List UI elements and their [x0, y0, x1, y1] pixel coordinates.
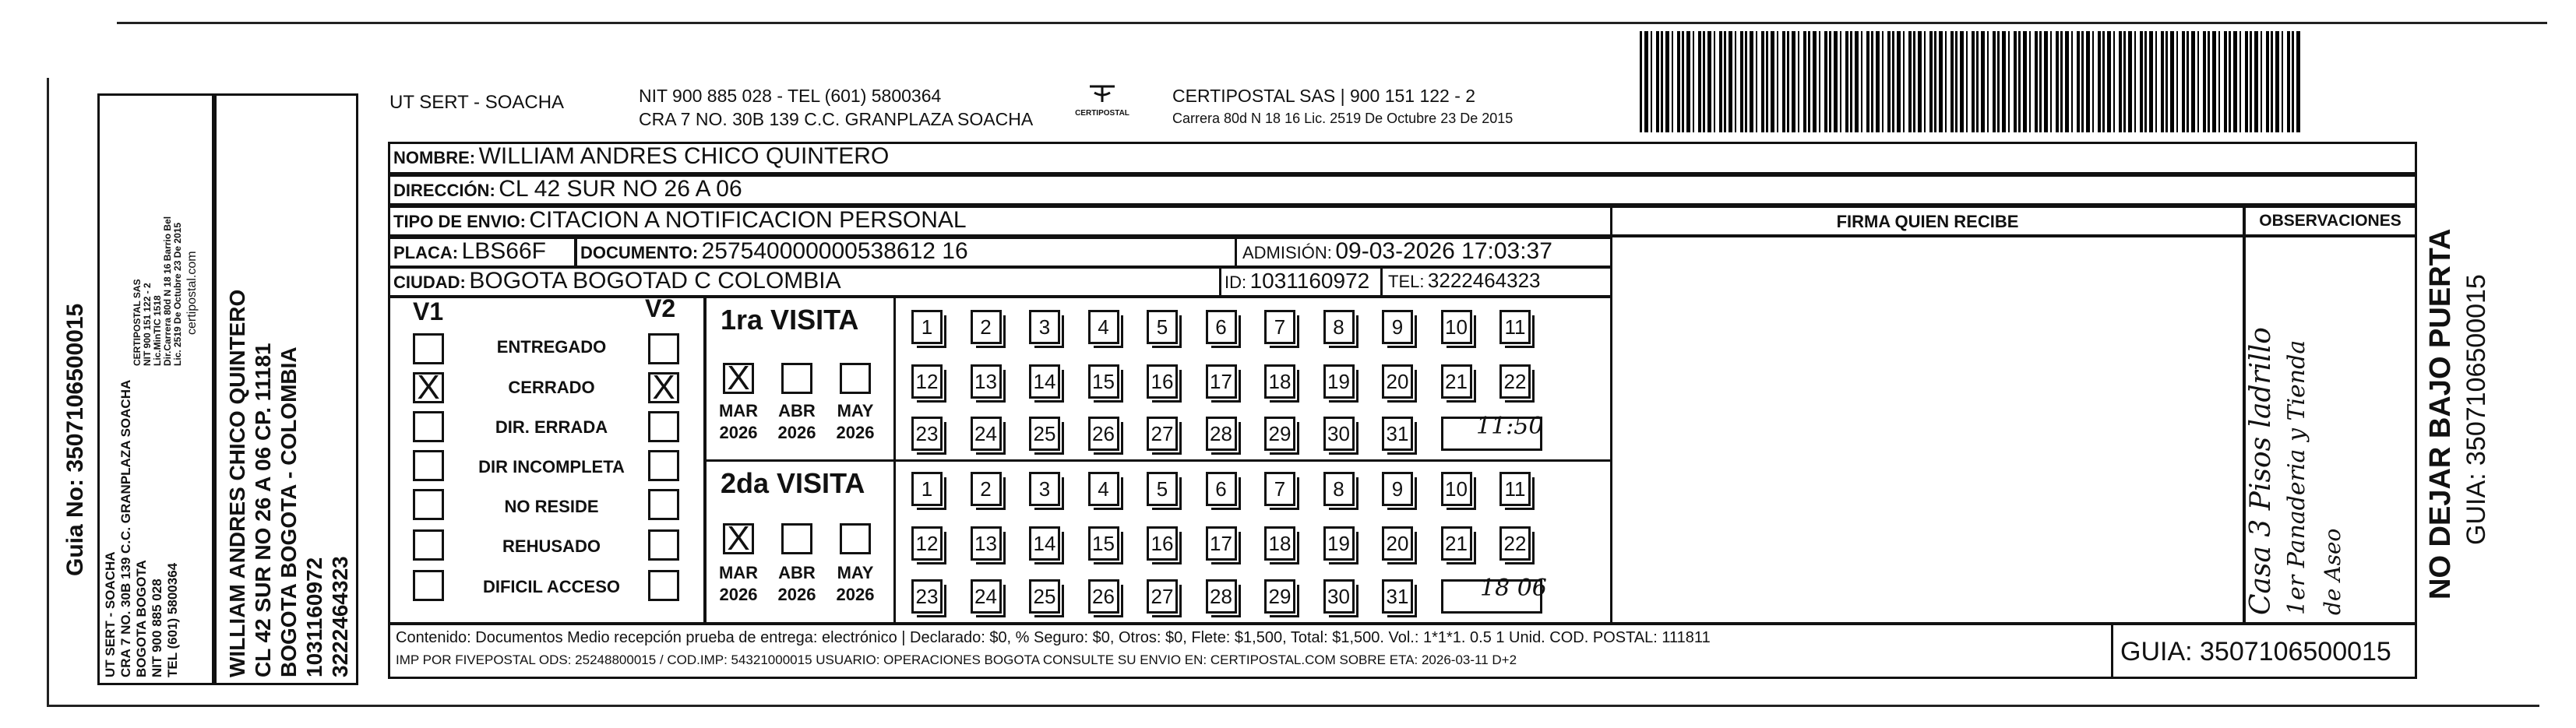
- certipostal-logo-icon: [1087, 82, 1118, 105]
- documento-field: [580, 238, 968, 265]
- placa-field: [393, 238, 546, 265]
- ciudad-value: BOGOTA BOGOTAD C COLOMBIA: [469, 268, 841, 294]
- tipo-value: CITACION A NOTIFICACION PERSONAL: [529, 207, 967, 233]
- obs-label: OBSERVACIONES: [2259, 212, 2402, 230]
- stub-carrier-line: Dir.Carrera 80d N 18 16 Barrio Bel: [162, 216, 173, 366]
- paper-bottom-edge: [47, 705, 2539, 707]
- first-visit-day[interactable]: 3: [1029, 310, 1060, 344]
- option-dir-incompleta: DIR INCOMPLETA: [478, 457, 625, 477]
- stub-sender-line: BOGOTA BOGOTA: [134, 560, 149, 677]
- firma-area: [1610, 235, 2245, 624]
- second-month-mar: [711, 562, 766, 606]
- second-visit-day[interactable]: 16: [1147, 526, 1178, 561]
- first-visit-day[interactable]: 31: [1382, 417, 1413, 451]
- second-visit-day[interactable]: 2: [971, 472, 1002, 506]
- first-visit-day[interactable]: 19: [1323, 364, 1355, 399]
- stub-sender-line: CRA 7 NO. 30B 139 C.C. GRANPLAZA SOACHA: [118, 379, 133, 677]
- first-visit-day[interactable]: 5: [1147, 310, 1178, 344]
- first-visit-day[interactable]: 7: [1264, 310, 1295, 344]
- option-cerrado: CERRADO: [508, 378, 595, 397]
- month-year: 2026: [719, 585, 758, 604]
- sender-nit: NIT 900 885 028 - TEL (601) 5800364: [639, 86, 942, 106]
- second-visit-day[interactable]: 25: [1029, 579, 1060, 614]
- id-value: 1031160972: [1249, 269, 1370, 293]
- stub-carrier-line: NIT 900 151 122 - 2: [142, 283, 153, 366]
- second-visit-day[interactable]: 29: [1264, 579, 1295, 614]
- ciudad-label: CIUDAD:: [393, 273, 466, 292]
- nombre-value: WILLIAM ANDRES CHICO QUINTERO: [478, 143, 890, 169]
- barcode: [1640, 31, 2302, 132]
- v2-label: V2: [645, 294, 676, 322]
- certipostal-logo: [1063, 82, 1141, 128]
- placa-label: PLACA:: [393, 243, 459, 262]
- v2-no-reside-checkbox[interactable]: [648, 489, 679, 520]
- stub-recipient-line: 3222464323: [328, 556, 352, 677]
- option-no-reside: NO RESIDE: [504, 497, 599, 516]
- placa-value: LBS66F: [461, 238, 546, 264]
- option-rehusado: REHUSADO: [502, 536, 601, 556]
- second-visit-day[interactable]: 6: [1206, 472, 1237, 506]
- tel-label: TEL:: [1388, 272, 1425, 291]
- stub-recipient-line: BOGOTA BOGOTA - COLOMBIA: [277, 346, 301, 677]
- v2-dir-errada-checkbox[interactable]: [648, 411, 679, 442]
- second-visit-day[interactable]: 5: [1147, 472, 1178, 506]
- visit-divider: [704, 459, 1612, 462]
- first-visit-day[interactable]: 4: [1088, 310, 1119, 344]
- first-visit-day[interactable]: 20: [1382, 364, 1413, 399]
- v1-dir-errada-checkbox[interactable]: [413, 411, 444, 442]
- v2-cerrado-checkbox[interactable]: X: [648, 372, 679, 403]
- first-month-may-checkbox[interactable]: [840, 363, 871, 394]
- option-dificil-acceso: DIFICIL ACCESO: [482, 577, 620, 596]
- month-year: 2026: [836, 423, 875, 442]
- second-visit-day[interactable]: 13: [971, 526, 1002, 561]
- v1-cerrado-checkbox[interactable]: X: [413, 372, 444, 403]
- first-visit-day[interactable]: 17: [1206, 364, 1237, 399]
- sender-address: CRA 7 NO. 30B 139 C.C. GRANPLAZA SOACHA: [639, 109, 1034, 129]
- stub-recipient: [224, 290, 353, 677]
- first-visit-day[interactable]: 11: [1499, 310, 1531, 344]
- obs-handwriting: [2243, 327, 2351, 615]
- v1-dir-incompleta-checkbox[interactable]: [413, 450, 444, 481]
- direccion-label: DIRECCIÓN:: [393, 181, 495, 200]
- month-label: MAY: [837, 401, 874, 420]
- first-visit-time: 11:50: [1476, 413, 1544, 440]
- obs-line: 1er Panaderia y Tienda: [2283, 339, 2310, 615]
- first-month-abr: [770, 400, 824, 444]
- stub-sender-line: NIT 900 885 028: [150, 579, 164, 677]
- paper-left-edge: [47, 78, 49, 705]
- second-visit-day[interactable]: 19: [1323, 526, 1355, 561]
- direccion-field: [393, 176, 742, 202]
- footer-contents: Contenido: Documentos Medio recepción prueba de entrega: electrónico | Declarado: $0, % Seguro: $0, Otros: $0, Flete: $1,500, Total: $1,500. Vol.: 1*1*1. 0.5 1 Unid. COD. POSTAL: 111811: [396, 629, 1711, 646]
- side-notice: NO DEJAR BAJO PUERTA: [2424, 228, 2457, 600]
- second-visit-day[interactable]: 24: [971, 579, 1002, 614]
- first-month-mar-checkbox[interactable]: X: [723, 363, 754, 394]
- obs-line: Casa 3 Pisos ladrillo: [2245, 327, 2277, 615]
- first-visit-day[interactable]: 6: [1206, 310, 1237, 344]
- stub-carrier-line: CERTIPOSTAL SAS: [132, 279, 143, 366]
- option-dir-errada: DIR. ERRADA: [495, 417, 608, 437]
- first-visit-day[interactable]: 27: [1147, 417, 1178, 451]
- first-visit-day[interactable]: 10: [1441, 310, 1472, 344]
- month-year: 2026: [777, 423, 816, 442]
- second-visit-day[interactable]: 30: [1323, 579, 1355, 614]
- second-visit-day[interactable]: 15: [1088, 526, 1119, 561]
- id-label: ID:: [1225, 273, 1247, 292]
- footer-imp: IMP POR FIVEPOSTAL ODS: 25248800015 / COD.IMP: 54321000015 USUARIO: OPERACIONES BOGOTA CONSULTE SU ENVIO EN: CERTIPOSTAL.COM SOBRE ETA: 2026-03-11 D+2: [396, 652, 1517, 667]
- second-visit-day[interactable]: 28: [1206, 579, 1237, 614]
- first-visit-day[interactable]: 15: [1088, 364, 1119, 399]
- v2-rehusado-checkbox[interactable]: [648, 529, 679, 561]
- first-visit-day[interactable]: 24: [971, 417, 1002, 451]
- first-month-abr-checkbox[interactable]: [781, 363, 812, 394]
- first-visit-day[interactable]: 23: [911, 417, 943, 451]
- stub-recipient-line: 1031160972: [302, 557, 326, 677]
- second-visit-day[interactable]: 4: [1088, 472, 1119, 506]
- second-visit-title: 2da VISITA: [721, 467, 865, 499]
- month-label: MAR: [718, 563, 759, 582]
- stub-carrier: [132, 216, 183, 366]
- second-visit-day[interactable]: 3: [1029, 472, 1060, 506]
- second-month-may: [828, 562, 883, 606]
- side-guia: GUIA: 3507106500015: [2461, 274, 2491, 545]
- first-visit-day[interactable]: 25: [1029, 417, 1060, 451]
- v1-label: V1: [413, 297, 444, 325]
- first-visit-day[interactable]: 16: [1147, 364, 1178, 399]
- second-visit-day[interactable]: 18: [1264, 526, 1295, 561]
- second-visit-day[interactable]: 31: [1382, 579, 1413, 614]
- carrier-name: CERTIPOSTAL SAS | 900 151 122 - 2: [1172, 86, 1476, 106]
- second-visit-day[interactable]: 17: [1206, 526, 1237, 561]
- stub-carrier-line: Lic. 2519 De Octubre 23 De 2015: [172, 222, 183, 366]
- month-label: MAR: [718, 401, 759, 420]
- first-visit-day[interactable]: 14: [1029, 364, 1060, 399]
- first-visit-day[interactable]: 1: [911, 310, 943, 344]
- tipo-field: [393, 207, 967, 234]
- firma-label: FIRMA QUIEN RECIBE: [1836, 212, 2019, 231]
- sender-name: UT SERT - SOACHA: [389, 92, 565, 113]
- v1-dificil-acceso-checkbox[interactable]: [413, 570, 444, 601]
- nombre-field: [393, 143, 889, 170]
- second-month-may-checkbox[interactable]: [840, 523, 871, 554]
- footer-guia: GUIA: 3507106500015: [2120, 637, 2391, 666]
- first-visit-title: 1ra VISITA: [721, 304, 859, 336]
- first-visit-day[interactable]: 18: [1264, 364, 1295, 399]
- first-visit-day[interactable]: 2: [971, 310, 1002, 344]
- obs-line: de Aseo: [2320, 528, 2345, 615]
- second-visit-day[interactable]: 12: [911, 526, 943, 561]
- stub-recipient-line: CL 42 SUR NO 26 A 06 CP. 11181: [251, 343, 275, 677]
- v2-entregado-checkbox[interactable]: [648, 333, 679, 364]
- stub-carrier-site: certipostal.com: [185, 251, 199, 335]
- id-field: [1225, 269, 1369, 294]
- first-month-mar: [711, 400, 766, 444]
- second-visit-day[interactable]: 21: [1441, 526, 1472, 561]
- v1-rehusado-checkbox[interactable]: [413, 529, 444, 561]
- second-visit-day[interactable]: 1: [911, 472, 943, 506]
- second-visit-day[interactable]: 14: [1029, 526, 1060, 561]
- admision-field: [1242, 238, 1552, 265]
- second-month-abr-checkbox[interactable]: [781, 523, 812, 554]
- month-label: MAY: [837, 563, 874, 582]
- first-month-may: [828, 400, 883, 444]
- first-visit-day[interactable]: 12: [911, 364, 943, 399]
- direccion-value: CL 42 SUR NO 26 A 06: [499, 176, 742, 202]
- first-visit-day[interactable]: 8: [1323, 310, 1355, 344]
- v2-dir-incompleta-checkbox[interactable]: [648, 450, 679, 481]
- tel-value: 3222464323: [1427, 269, 1541, 292]
- v2-dificil-acceso-checkbox[interactable]: [648, 570, 679, 601]
- documento-label: DOCUMENTO:: [580, 243, 699, 262]
- second-month-mar-checkbox[interactable]: X: [723, 523, 754, 554]
- month-year: 2026: [719, 423, 758, 442]
- logo-text: CERTIPOSTAL: [1075, 109, 1129, 118]
- second-visit-day[interactable]: 23: [911, 579, 943, 614]
- second-visit-day[interactable]: 26: [1088, 579, 1119, 614]
- second-visit-day[interactable]: 22: [1499, 526, 1531, 561]
- ciudad-field: [393, 268, 841, 294]
- first-visit-day[interactable]: 30: [1323, 417, 1355, 451]
- first-visit-day[interactable]: 28: [1206, 417, 1237, 451]
- carrier-address: Carrera 80d N 18 16 Lic. 2519 De Octubre 23 De 2015: [1172, 111, 1514, 126]
- nombre-label: NOMBRE:: [393, 148, 476, 167]
- v1-entregado-checkbox[interactable]: [413, 333, 444, 364]
- first-visit-day[interactable]: 21: [1441, 364, 1472, 399]
- second-month-abr: [770, 562, 824, 606]
- paper-top-edge: [117, 22, 2547, 24]
- month-label: ABR: [778, 563, 816, 582]
- month-year: 2026: [836, 585, 875, 604]
- month-label: ABR: [778, 401, 816, 420]
- option-entregado: ENTREGADO: [496, 337, 607, 357]
- second-visit-day[interactable]: 9: [1382, 472, 1413, 506]
- first-visit-day[interactable]: 22: [1499, 364, 1531, 399]
- second-visit-day[interactable]: 7: [1264, 472, 1295, 506]
- admision-label: ADMISIÓN:: [1242, 243, 1332, 262]
- second-visit-day[interactable]: 20: [1382, 526, 1413, 561]
- stub-sender: [103, 380, 181, 677]
- second-visit-day[interactable]: 27: [1147, 579, 1178, 614]
- documento-value: 257540000000538612 16: [701, 238, 968, 264]
- second-visit-day[interactable]: 8: [1323, 472, 1355, 506]
- second-visit-time: 18 06: [1480, 575, 1547, 602]
- second-visit-day[interactable]: 11: [1499, 472, 1531, 506]
- first-visit-day[interactable]: 26: [1088, 417, 1119, 451]
- stub-guide-number: Guia No: 3507106500015: [62, 303, 88, 576]
- admision-value: 09-03-2026 17:03:37: [1335, 238, 1552, 264]
- first-visit-day[interactable]: 29: [1264, 417, 1295, 451]
- stub-sender-line: TEL (601) 5800364: [165, 562, 180, 677]
- month-year: 2026: [777, 585, 816, 604]
- first-visit-day[interactable]: 9: [1382, 310, 1413, 344]
- v1-no-reside-checkbox[interactable]: [413, 489, 444, 520]
- stub-carrier-line: Lic.MinTIC 1518: [152, 295, 163, 366]
- stub-recipient-line: WILLIAM ANDRES CHICO QUINTERO: [225, 289, 249, 677]
- tel-field: [1388, 269, 1541, 293]
- tipo-label: TIPO DE ENVIO:: [393, 212, 526, 231]
- second-visit-day[interactable]: 10: [1441, 472, 1472, 506]
- stub-sender-line: UT SERT - SOACHA: [103, 551, 118, 677]
- first-visit-day[interactable]: 13: [971, 364, 1002, 399]
